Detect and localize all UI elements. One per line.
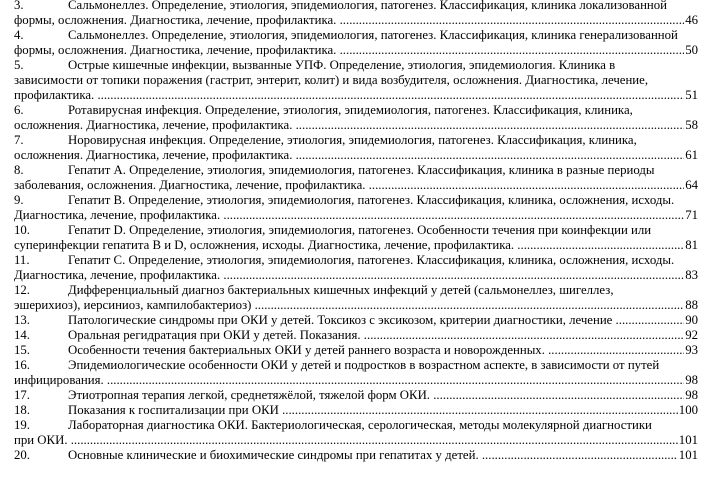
toc-entry-number: 6. <box>14 103 24 117</box>
toc-entry-last-line <box>14 373 698 388</box>
toc-entry-line <box>14 0 698 13</box>
toc-entry-title: Диагностика, лечение, профилактика. <box>14 208 221 222</box>
toc-entry[interactable] <box>14 418 698 448</box>
toc-entry-page-number: 58 <box>685 118 698 132</box>
toc-entry-title: Лабораторная диагностика ОКИ. Бактериологическая, серологическая, методы молекулярной диагностики <box>68 418 652 432</box>
toc-entry[interactable] <box>14 328 698 343</box>
toc-entry[interactable] <box>14 313 698 328</box>
toc-entry-title: Основные клинические и биохимические синдромы при гепатитах у детей. <box>68 448 479 462</box>
toc-entry-title: Сальмонеллез. Определение, этиология, эпидемиология, патогенез. Классификация, клиника генерализованной <box>68 28 678 42</box>
toc-entry-page-number: 50 <box>685 43 698 57</box>
toc-entry-last-line <box>14 13 698 28</box>
toc-entry-title: Норовирусная инфекция. Определение, этиология, эпидемиология, патогенез. Классификация, клиника, <box>68 133 637 147</box>
toc-entry-title: при ОКИ. <box>14 433 68 447</box>
toc-entry-title: Ротавирусная инфекция. Определение, этиология, эпидемиология, патогенез. Классификация, клиника, <box>68 103 633 117</box>
toc-entry-number: 10. <box>14 223 30 237</box>
toc-entry-last-line <box>14 403 698 418</box>
toc-entry-last-line <box>14 148 698 163</box>
toc-entry-title: Показания к госпитализации при ОКИ <box>68 403 279 417</box>
toc-entry-title: осложнения. Диагностика, лечение, профилактика. <box>14 118 293 132</box>
toc-entry-title: формы, осложнения. Диагностика, лечение, профилактика. <box>14 13 337 27</box>
toc-entry-last-line <box>14 313 698 328</box>
toc-entry[interactable] <box>14 223 698 253</box>
toc-entry-line <box>14 28 698 43</box>
toc-entry-number: 11. <box>14 253 30 267</box>
toc-entry-page-number: 83 <box>685 268 698 282</box>
toc-entry-title: осложнения. Диагностика, лечение, профилактика. <box>14 148 293 162</box>
toc-entry[interactable] <box>14 103 698 133</box>
toc-entry-title: Гепатит D. Определение, этиология, эпидемиология, патогенез. Особенности течения при коинфекции или <box>68 223 652 237</box>
toc-entry[interactable] <box>14 253 698 283</box>
toc-entry-title: Сальмонеллез. Определение, этиология, эпидемиология, патогенез. Классификация, клиника локализованной <box>68 0 668 12</box>
toc-entry[interactable] <box>14 358 698 388</box>
toc-entry-last-line <box>14 208 698 223</box>
toc-entry-page-number: 98 <box>685 388 698 402</box>
toc-entry-last-line <box>14 433 698 448</box>
toc-entry-number: 16. <box>14 358 30 372</box>
toc-entry-line <box>14 103 698 118</box>
toc-entry[interactable] <box>14 193 698 223</box>
toc-entry-last-line <box>14 238 698 253</box>
toc-entry-line <box>14 223 698 238</box>
toc-entry-line <box>14 163 698 178</box>
table-of-contents <box>14 0 698 463</box>
toc-entry-number: 9. <box>14 193 24 207</box>
toc-entry-number: 8. <box>14 163 24 177</box>
toc-entry-last-line <box>14 178 698 193</box>
toc-entry-number: 12. <box>14 283 30 297</box>
toc-entry-page-number: 101 <box>678 448 698 462</box>
toc-entry-title: эшерихиоз), иерсиниоз, кампилобактериоз) <box>14 298 252 312</box>
toc-entry[interactable] <box>14 343 698 358</box>
toc-entry-title: Гепатит В. Определение, этиология, эпидемиология, патогенез. Классификация, клиника, осложнения, исходы. <box>68 193 675 207</box>
toc-entry[interactable] <box>14 58 698 103</box>
toc-entry-page-number: 90 <box>685 313 698 327</box>
toc-entry-number: 19. <box>14 418 30 432</box>
toc-entry-last-line <box>14 328 698 343</box>
toc-entry[interactable] <box>14 283 698 313</box>
toc-entry-title: зависимости от топики поражения (гастрит, энтерит, колит) и вида возбудителя, осложнения. Диагностика, лечение, <box>14 73 649 87</box>
toc-entry-title: Эпидемиологические особенности ОКИ у детей и подростков в возрастном аспекте, в зависимости от путей <box>68 358 660 372</box>
toc-entry-last-line <box>14 268 698 283</box>
toc-entry-number: 18. <box>14 403 30 417</box>
toc-entry-last-line <box>14 118 698 133</box>
toc-entry[interactable] <box>14 403 698 418</box>
toc-entry-title: Патологические синдромы при ОКИ у детей. Токсикоз с эксикозом, критерии диагностики, лечение <box>68 313 613 327</box>
toc-entry-line <box>14 133 698 148</box>
toc-entry-number: 5. <box>14 58 24 72</box>
toc-entry-last-line <box>14 343 698 358</box>
toc-entry-title: формы, осложнения. Диагностика, лечение, профилактика. <box>14 43 337 57</box>
toc-entry-page-number: 46 <box>685 13 698 27</box>
toc-entry-line <box>14 58 698 73</box>
toc-entry[interactable] <box>14 163 698 193</box>
toc-entry-line <box>14 358 698 373</box>
toc-entry-page-number: 101 <box>678 433 698 447</box>
toc-entry-title: профилактика. <box>14 88 95 102</box>
toc-entry-line <box>14 283 698 298</box>
toc-entry[interactable] <box>14 388 698 403</box>
toc-entry-title: суперинфекции гепатита В и D, осложнения, исходы. Диагностика, лечение, профилактика. <box>14 238 515 252</box>
toc-entry-line <box>14 253 698 268</box>
toc-entry-title: Дифференциальный диагноз бактериальных кишечных инфекций у детей (сальмонеллез, шигеллез, <box>68 283 614 297</box>
toc-entry-last-line <box>14 43 698 58</box>
toc-entry-number: 14. <box>14 328 30 342</box>
toc-entry-last-line <box>14 448 698 463</box>
toc-entry-line <box>14 418 698 433</box>
toc-entry-last-line <box>14 388 698 403</box>
toc-entry-line <box>14 73 698 88</box>
toc-entry-title: инфицирования. <box>14 373 104 387</box>
toc-entry-line <box>14 193 698 208</box>
toc-entry-page-number: 100 <box>678 403 698 417</box>
toc-entry-title: Гепатит А. Определение, этиология, эпидемиология, патогенез. Классификация, клиника в разные периоды <box>68 163 655 177</box>
toc-entry-page-number: 51 <box>685 88 698 102</box>
toc-entry[interactable] <box>14 448 698 463</box>
toc-entry-page-number: 92 <box>685 328 698 342</box>
toc-entry-page-number: 64 <box>685 178 698 192</box>
toc-entry-title: Гепатит С. Определение, этиология, эпидемиология, патогенез. Классификация, клиника, осложнения, исходы. <box>68 253 675 267</box>
toc-entry-page-number: 71 <box>685 208 698 222</box>
toc-entry-page-number: 98 <box>685 373 698 387</box>
toc-entry-number: 20. <box>14 448 30 462</box>
toc-entry-number: 17. <box>14 388 30 402</box>
toc-entry-last-line <box>14 88 698 103</box>
toc-entry-title: Этиотропная терапия легкой, среднетяжёлой, тяжелой форм ОКИ. <box>68 388 431 402</box>
toc-entry-title: Особенности течения бактериальных ОКИ у детей раннего возраста и новорожденных. <box>68 343 545 357</box>
toc-entry-page-number: 93 <box>685 343 698 357</box>
toc-entry-page-number: 88 <box>685 298 698 312</box>
toc-entry-number: 7. <box>14 133 24 147</box>
toc-entry[interactable] <box>14 133 698 163</box>
toc-entry-title: Диагностика, лечение, профилактика. <box>14 268 221 282</box>
toc-entry-number: 13. <box>14 313 30 327</box>
toc-entry-page-number: 61 <box>685 148 698 162</box>
toc-entry-number: 4. <box>14 28 24 42</box>
toc-entry-page-number: 81 <box>685 238 698 252</box>
toc-entry-last-line <box>14 298 698 313</box>
toc-entry[interactable] <box>14 28 698 58</box>
toc-entry-title: заболевания, осложнения. Диагностика, лечение, профилактика. <box>14 178 366 192</box>
toc-entry-number: 3. <box>14 0 24 12</box>
toc-entry[interactable] <box>14 0 698 28</box>
toc-entry-title: Оральная регидратация при ОКИ у детей. Показания. <box>68 328 361 342</box>
toc-entry-number: 15. <box>14 343 30 357</box>
toc-entry-title: Острые кишечные инфекции, вызванные УПФ. Определение, этиология, эпидемиология. Клиника в <box>68 58 616 72</box>
